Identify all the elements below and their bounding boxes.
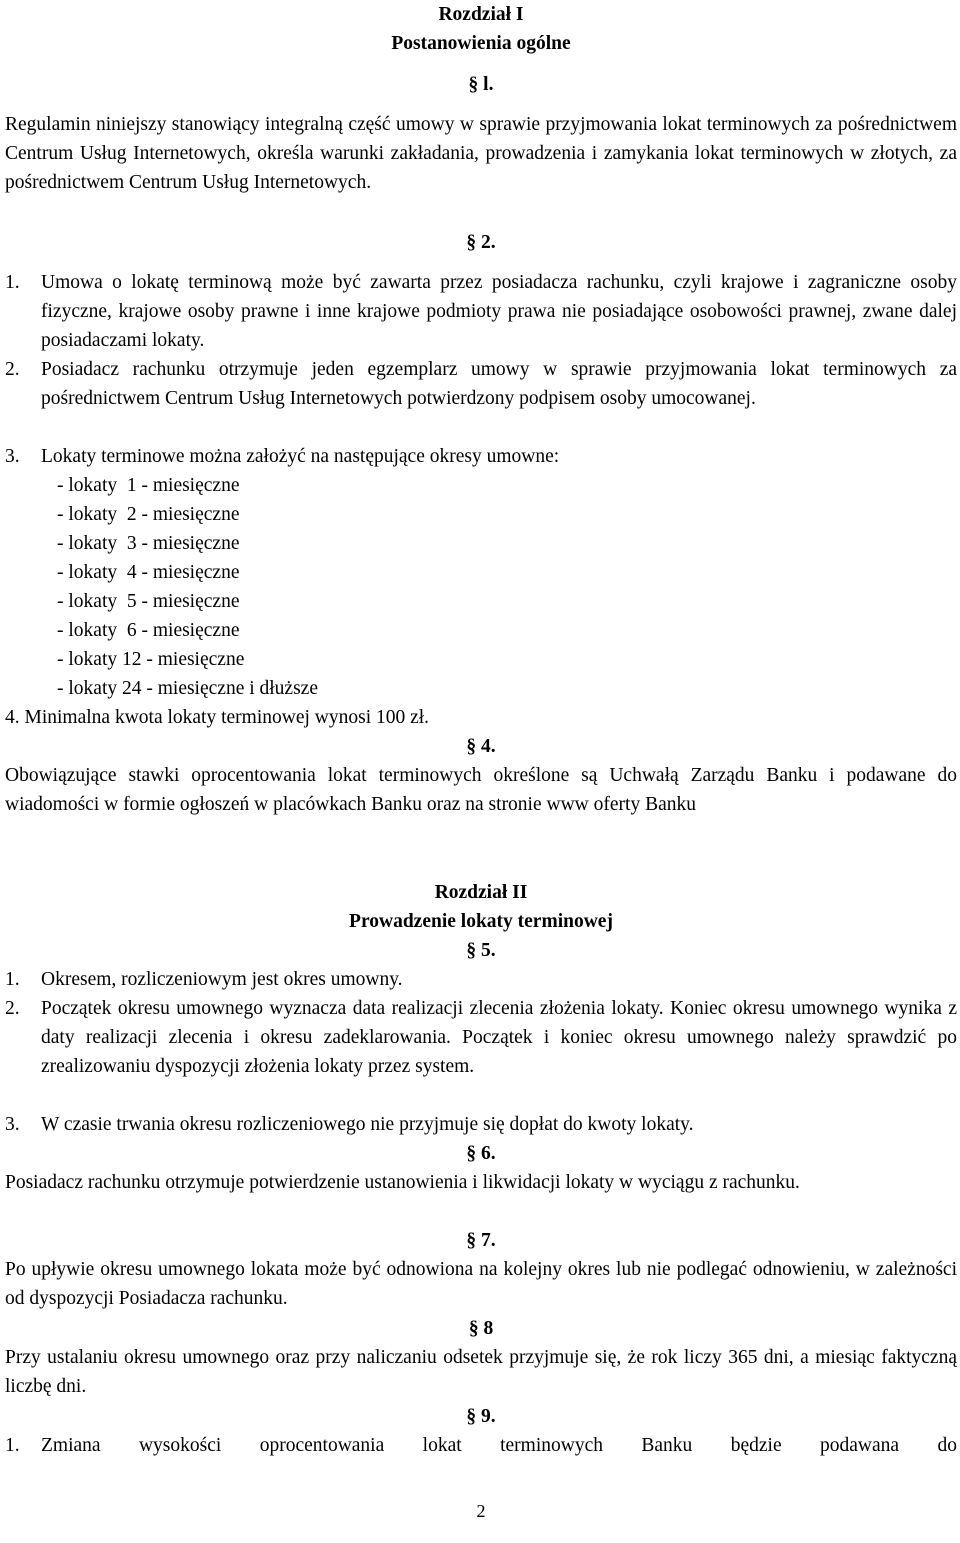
paragraph-2-item-1 — [5, 268, 957, 355]
paragraph-5-item-1 — [5, 965, 957, 994]
page-number: 2 — [476, 1501, 486, 1521]
paragraph-6-text: Posiadacz rachunku otrzymuje potwierdzenie ustanowienia i likwidacji lokaty w wyciągu z rachunku. — [5, 1172, 800, 1193]
paragraph-5-item-3 — [5, 1110, 957, 1139]
paragraph-2-item-2 — [5, 355, 957, 413]
item-text: Umowa o lokatę terminową może być zawarta przez posiadacza rachunku, czyli krajowe i zagraniczne osoby fizyczne, krajowe osoby prawne i inne krajowe podmioty prawa nie posiadające osobowości prawnej, zwane dalej posiadaczami lokaty. — [41, 272, 957, 351]
chapter-2-title: Rozdział II — [434, 882, 528, 903]
paragraph-1-text: Regulamin niniejszy stanowiący integralną część umowy w sprawie przyjmowania lokat terminowych za pośrednictwem Centrum Usług Internetowych, określa warunki zakładania, prowadzenia i zamykania lokat terminowych w złotych, za pośrednictwem Centrum Usług Internetowych. — [5, 114, 957, 193]
period-list-item: - lokaty 2 - miesięczne — [57, 504, 240, 525]
paragraph-1-sign: § l. — [468, 74, 494, 95]
item-text: Początek okresu umownego wyznacza data realizacji zlecenia złożenia lokaty. Koniec okresu umownego wynika z daty realizacji zlecenia i okresu zadeklarowania. Początek i koniec okresu umownego należy sprawdzić po zrealizowaniu dyspozycji złożenia lokaty przez system. — [41, 998, 957, 1077]
item-number: 1. — [5, 969, 20, 990]
paragraph-7-sign: § 7. — [466, 1230, 496, 1251]
paragraph-9-sign: § 9. — [466, 1406, 496, 1427]
paragraph-2-sign: § 2. — [466, 232, 496, 253]
item-text: Okresem, rozliczeniowym jest okres umowny. — [41, 969, 403, 990]
item-text: W czasie trwania okresu rozliczeniowego nie przyjmuje się dopłat do kwoty lokaty. — [41, 1114, 694, 1135]
paragraph-7-text: Po upływie okresu umownego lokata może być odnowiona na kolejny okres lub nie podlegać odnowieniu, w zależności od dyspozycji Posiadacza rachunku. — [5, 1259, 957, 1309]
paragraph-4-sign: § 4. — [466, 736, 496, 757]
paragraph-4-text: Obowiązujące stawki oprocentowania lokat terminowych określone są Uchwałą Zarządu Banku i podawane do wiadomości w formie ogłoszeń w placówkach Banku oraz na stronie www oferty Banku — [5, 765, 957, 815]
item-text: Posiadacz rachunku otrzymuje jeden egzemplarz umowy w sprawie przyjmowania lokat terminowych za pośrednictwem Centrum Usług Internetowych potwierdzony podpisem osoby umocowanej. — [41, 359, 957, 409]
item-text: Zmiana wysokości oprocentowania lokat terminowych Banku będzie podawana do — [41, 1435, 957, 1456]
paragraph-9-item-1 — [5, 1431, 957, 1460]
chapter-1-title: Rozdział I — [438, 4, 524, 25]
item-number: 1. — [5, 272, 20, 293]
paragraph-8-sign: § 8 — [468, 1318, 494, 1339]
item-number: 3. — [5, 446, 20, 467]
period-list-item: - lokaty 12 - miesięczne — [57, 649, 245, 670]
period-list-item: - lokaty 4 - miesięczne — [57, 562, 240, 583]
paragraph-6-sign: § 6. — [466, 1143, 496, 1164]
item-number: 1. — [5, 1435, 20, 1456]
period-list-item: - lokaty 1 - miesięczne — [57, 475, 240, 496]
period-list-item: - lokaty 6 - miesięczne — [57, 620, 240, 641]
paragraph-2-item-3 — [5, 442, 957, 471]
chapter-2-subtitle: Prowadzenie lokaty terminowej — [349, 911, 613, 932]
item-number: 3. — [5, 1114, 20, 1135]
period-list-item: - lokaty 24 - miesięczne i dłuższe — [57, 678, 318, 699]
paragraph-2-item-4: 4. Minimalna kwota lokaty terminowej wynosi 100 zł. — [5, 707, 430, 728]
period-list-item: - lokaty 3 - miesięczne — [57, 533, 240, 554]
item-text: Lokaty terminowe można założyć na następujące okresy umowne: — [41, 446, 560, 467]
paragraph-8-text: Przy ustalaniu okresu umownego oraz przy naliczaniu odsetek przyjmuje się, że rok liczy 365 dni, a miesiąc faktyczną liczbę dni. — [5, 1347, 957, 1397]
paragraph-5-sign: § 5. — [466, 940, 496, 961]
item-number: 2. — [5, 998, 20, 1019]
item-number: 2. — [5, 359, 20, 380]
period-list-item: - lokaty 5 - miesięczne — [57, 591, 240, 612]
paragraph-5-item-2 — [5, 994, 957, 1081]
chapter-1-subtitle: Postanowienia ogólne — [391, 33, 571, 54]
